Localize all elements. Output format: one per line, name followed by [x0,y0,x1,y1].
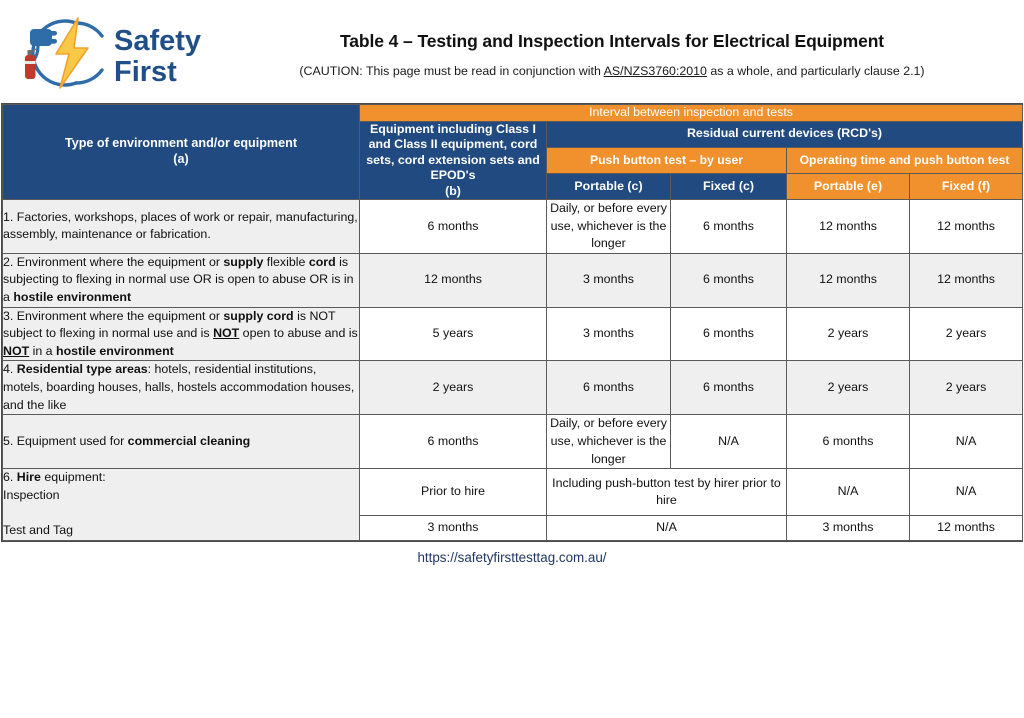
col-header-fixed-c: Fixed (c) [671,173,787,199]
row-description: 5. Equipment used for commercial cleaning [3,415,360,469]
row-description: 3. Environment where the equipment or supply cord is NOT subject to flexing in normal use and is NOT open to abuse and is NOT in a hostile environment [3,307,360,361]
row-6b-portable-e: 3 months [787,515,910,540]
col-header-portable-c: Portable (c) [547,173,671,199]
page-title: Table 4 – Testing and Inspection Intervals for Electrical Equipment [339,31,885,51]
col-header-equipment-line1: Equipment including Class I [370,121,536,136]
table-row-6a [3,469,1023,515]
cell-portable-c: Daily, or before every use, whichever is the longer [547,415,671,469]
col-header-equipment-line2: and Class II equipment, cord [368,137,538,151]
cell-fixed-c: N/A [671,415,787,469]
standard-reference: AS/NZS3760:2010 [603,64,707,78]
cell-equipment: 6 months [360,200,547,254]
row-6b-rcd-user-note: N/A [547,515,787,540]
cell-portable-e: 12 months [787,200,910,254]
caution-note [299,64,924,78]
col-header-portable-e: Portable (e) [787,173,910,199]
page-header [0,0,1024,103]
safety-first-logo [16,14,206,92]
group-push-button-test: Push button test – by user [547,147,787,173]
row-6b-equipment: 3 months [360,515,547,540]
cell-fixed-f: N/A [910,415,1023,469]
inspection-intervals-table [1,103,1023,542]
row-6a-equipment: Prior to hire [360,469,547,515]
col-header-equipment-line3: sets, cord extension sets and [366,152,540,167]
cell-equipment: 12 months [360,253,547,307]
cell-portable-e: 2 years [787,361,910,415]
table-row [3,200,1023,254]
lightning-bolt-icon [56,18,88,88]
table-row [3,415,1023,469]
cell-fixed-c: 6 months [671,253,787,307]
col-header-equipment-line5: (b) [445,183,461,198]
cell-equipment: 2 years [360,361,547,415]
cell-portable-c: 3 months [547,253,671,307]
title-block [200,0,1024,103]
col-header-environment [3,105,360,200]
cell-portable-e: 2 years [787,307,910,361]
table-row [3,253,1023,307]
table-row [3,361,1023,415]
cell-portable-e: 6 months [787,415,910,469]
cell-fixed-f: 12 months [910,200,1023,254]
cell-fixed-f: 2 years [910,307,1023,361]
header-row-band [3,105,1023,122]
cell-equipment: 5 years [360,307,547,361]
col-header-fixed-f: Fixed (f) [910,173,1023,199]
row-description: 1. Factories, workshops, places of work or repair, manufacturing, assembly, maintenance or fabrication. [3,200,360,254]
col-header-equipment [360,121,547,200]
row-6b-fixed-f: 12 months [910,515,1023,540]
footer-url[interactable]: https://safetyfirsttesttag.com.au/ [417,549,607,565]
table-row [3,307,1023,361]
row-description: 2. Environment where the equipment or supply flexible cord is subjecting to flexing in normal use OR is open to abuse OR is in a hostile environment [3,253,360,307]
cell-portable-c: 6 months [547,361,671,415]
group-operating-time-test: Operating time and push button test [787,147,1023,173]
row-6-description: 6. Hire equipment: Inspection Test and Tag [3,469,360,540]
row-6a-portable-e: N/A [787,469,910,515]
cell-fixed-c: 6 months [671,361,787,415]
col-header-environment-line2: (a) [173,152,189,166]
caution-prefix: (CAUTION: This page must be read in conjunction with [299,64,604,78]
logo-text-first: First [114,56,177,88]
row-6a-rcd-user-note: Including push-button test by hirer prior to hire [547,469,787,515]
caution-suffix: as a whole, and particularly clause 2.1) [706,64,925,78]
band-interval-between-tests: Interval between inspection and tests [360,105,1023,122]
cell-portable-e: 12 months [787,253,910,307]
cell-fixed-f: 12 months [910,253,1023,307]
logo-text-safety: Safety [114,25,202,57]
table-body [3,200,1023,541]
band-residual-current-devices: Residual current devices (RCD's) [547,121,1023,147]
row-description: 4. Residential type areas: hotels, residential institutions, motels, boarding houses, halls, hostels accommodation houses, and the like [3,361,360,415]
cell-portable-c: 3 months [547,307,671,361]
cell-fixed-c: 6 months [671,200,787,254]
cell-portable-c: Daily, or before every use, whichever is the longer [547,200,671,254]
row-6a-fixed-f: N/A [910,469,1023,515]
cell-fixed-c: 6 months [671,307,787,361]
cell-fixed-f: 2 years [910,361,1023,415]
col-header-equipment-line4: EPOD's [430,168,476,182]
cell-equipment: 6 months [360,415,547,469]
col-header-environment-line1: Type of environment and/or equipment [64,136,298,151]
